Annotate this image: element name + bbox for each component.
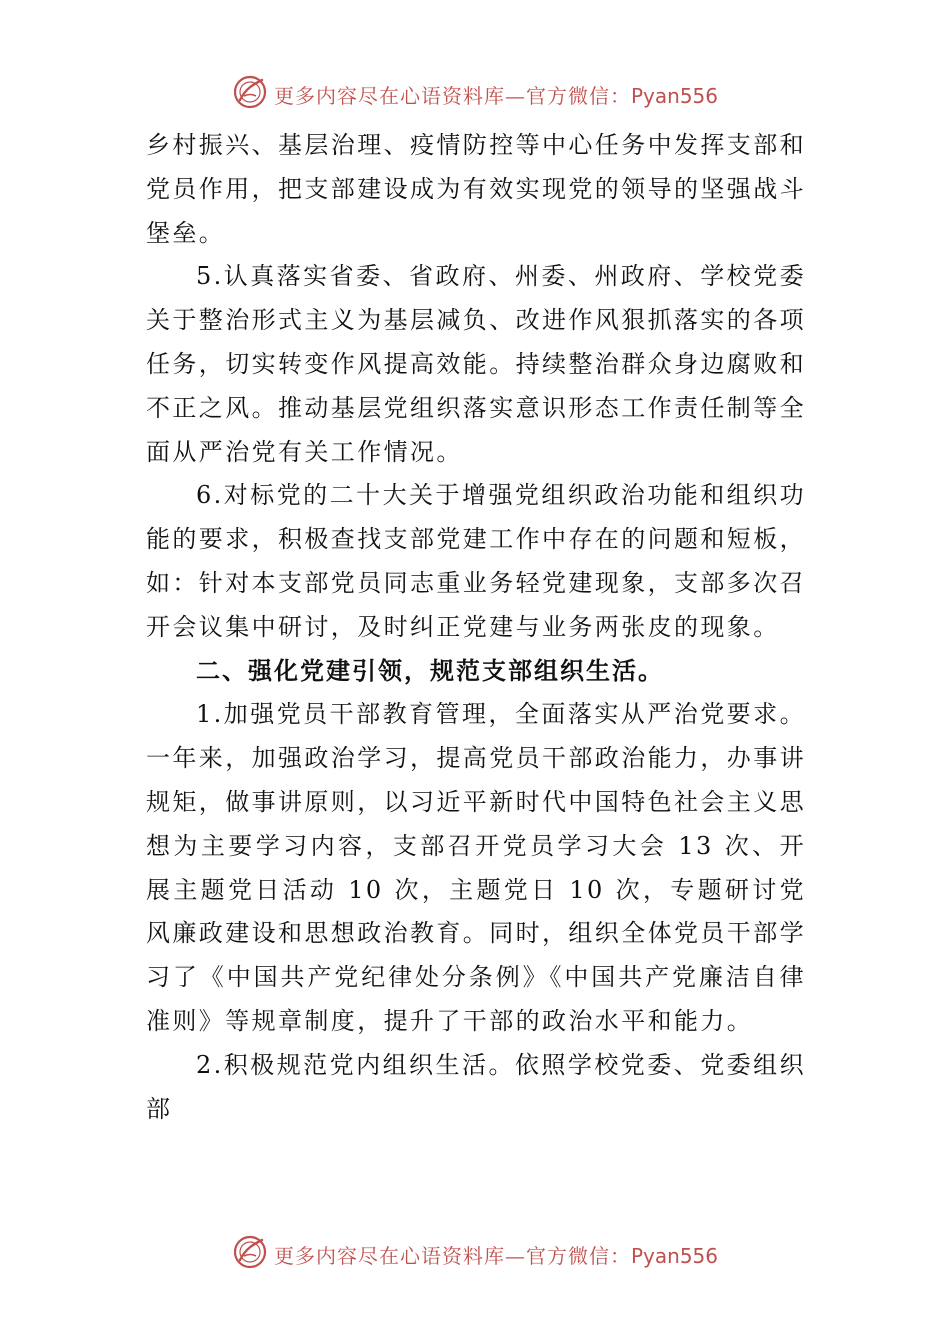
footer-watermark	[0, 1232, 950, 1272]
brand-logo-icon	[232, 74, 268, 110]
watermark-prefix: 更多内容尽在心语资料库—官方微信：	[274, 1244, 631, 1268]
document-body	[146, 124, 806, 1131]
paragraph-5: 2.积极规范党内组织生活。依照学校党委、党委组织部	[146, 1050, 806, 1123]
watermark-prefix: 更多内容尽在心语资料库—官方微信：	[274, 84, 631, 108]
header-watermark	[0, 72, 950, 112]
section-heading: 二、强化党建引领，规范支部组织生活。	[196, 656, 664, 685]
paragraph-2: 5.认真落实省委、省政府、州委、州政府、学校党委关于整治形式主义为基层减负、改进作风狠抓落实的各项任务，切实转变作风提高效能。持续整治群众身边腐败和不正之风。推动基层党组织落实意识形态工作责任制等全面从严治党有关工作情况。	[146, 262, 806, 466]
paragraph-4: 1.加强党员干部教育管理，全面落实从严治党要求。一年来，加强政治学习，提高党员干部政治能力，办事讲规矩，做事讲原则，以习近平新时代中国特色社会主义思想为主要学习内容，支部召开党员学习大会 13 次、开展主题党日活动 10 次，主题党日 10 次，专题研讨党风廉政建设和思想政治教育。同时，组织全体党员干部学习了《中国共产党纪律处分条例》《中国共产党廉洁自律准则》等规章制度，提升了干部的政治水平和能力。	[146, 700, 806, 1035]
watermark-text	[274, 80, 718, 109]
paragraph-1: 乡村振兴、基层治理、疫情防控等中心任务中发挥支部和党员作用，把支部建设成为有效实现党的领导的坚强战斗堡垒。	[146, 131, 806, 247]
watermark-text	[274, 1240, 718, 1269]
watermark-wechat-id: Pyan556	[631, 1244, 719, 1268]
watermark-wechat-id: Pyan556	[631, 84, 719, 108]
paragraph-3: 6.对标党的二十大关于增强党组织政治功能和组织功能的要求，积极查找支部党建工作中存在的问题和短板，如：针对本支部党员同志重业务轻党建现象，支部多次召开会议集中研讨，及时纠正党建与业务两张皮的现象。	[146, 481, 806, 641]
brand-logo-icon	[232, 1234, 268, 1270]
